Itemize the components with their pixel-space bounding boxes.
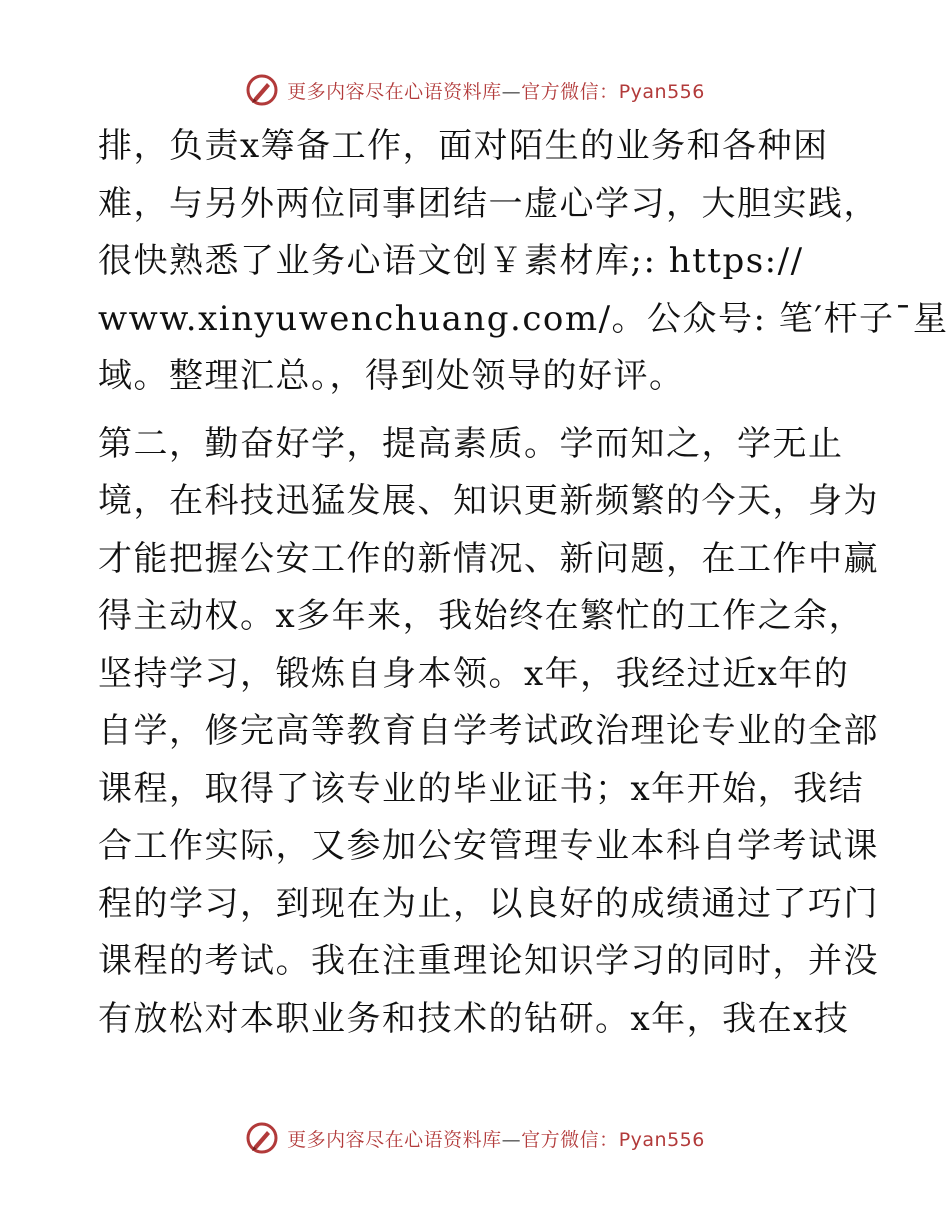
text-line: 自学，修完高等教育自学考试政治理论专业的全部 [98, 711, 879, 751]
header-banner [0, 70, 950, 110]
pen-logo-icon [245, 1121, 279, 1155]
text-line: 很快熟悉了业务心语文创￥素材库;: https:// [98, 241, 804, 281]
banner-title: 更多内容尽在心语资料库 [287, 80, 502, 103]
text-line: 有放松对本职业务和技术的钻研。x年，我在x技 [98, 998, 850, 1039]
banner-handle: Pyan556 [618, 1128, 705, 1151]
banner-title: 更多内容尽在心语资料库 [287, 1128, 502, 1151]
text-line: 排，负责x筹备工作，面对陌生的业务和各种困 [98, 126, 829, 166]
banner-handle: Pyan556 [618, 80, 705, 103]
text-line: 课程的考试。我在注重理论知识学习的同时，并没 [98, 941, 879, 981]
banner-separator: — [501, 80, 522, 103]
paragraph-1 [98, 118, 949, 406]
text-line: 才能把握公安工作的新情况、新问题，在工作中赢 [98, 538, 879, 579]
text-line: 域。整理汇总。，得到处领导的好评。 [98, 356, 685, 396]
text-line: 程的学习，到现在为止，以良好的成绩通过了巧门 [98, 883, 879, 924]
paragraph-spacer [98, 406, 858, 416]
text-line: 第二，勤奋好学，提高素质。学而知之，学无止 [98, 423, 844, 464]
text-line: 得主动权。x多年来，我始终在繁忙的工作之余， [98, 596, 865, 636]
banner-text [287, 77, 705, 104]
text-line: 合工作实际，又参加公安管理专业本科自学考试课 [98, 826, 879, 866]
banner-label: 官方微信： [521, 1128, 619, 1151]
document-body [98, 118, 949, 1048]
paragraph-2 [98, 416, 879, 1049]
text-line: www.xinyuwenchuang.com/。公众号: 笔′杆子¯星 [98, 298, 949, 339]
banner-label: 官方微信： [521, 80, 619, 103]
footer-banner [0, 1118, 950, 1158]
banner-separator: — [501, 1128, 522, 1151]
pen-logo-icon [245, 73, 279, 107]
text-line: 难，与另外两位同事团结一虚心学习，大胆实践， [98, 183, 879, 224]
text-line: 课程，取得了该专业的毕业证书；x年开始，我结 [98, 768, 865, 809]
text-line: 境，在科技迅猛发展、知识更新频繁的今天，身为 [98, 481, 879, 521]
text-line: 坚持学习，锻炼自身本领。x年，我经过近x年的 [98, 653, 850, 694]
banner-text [287, 1125, 705, 1152]
